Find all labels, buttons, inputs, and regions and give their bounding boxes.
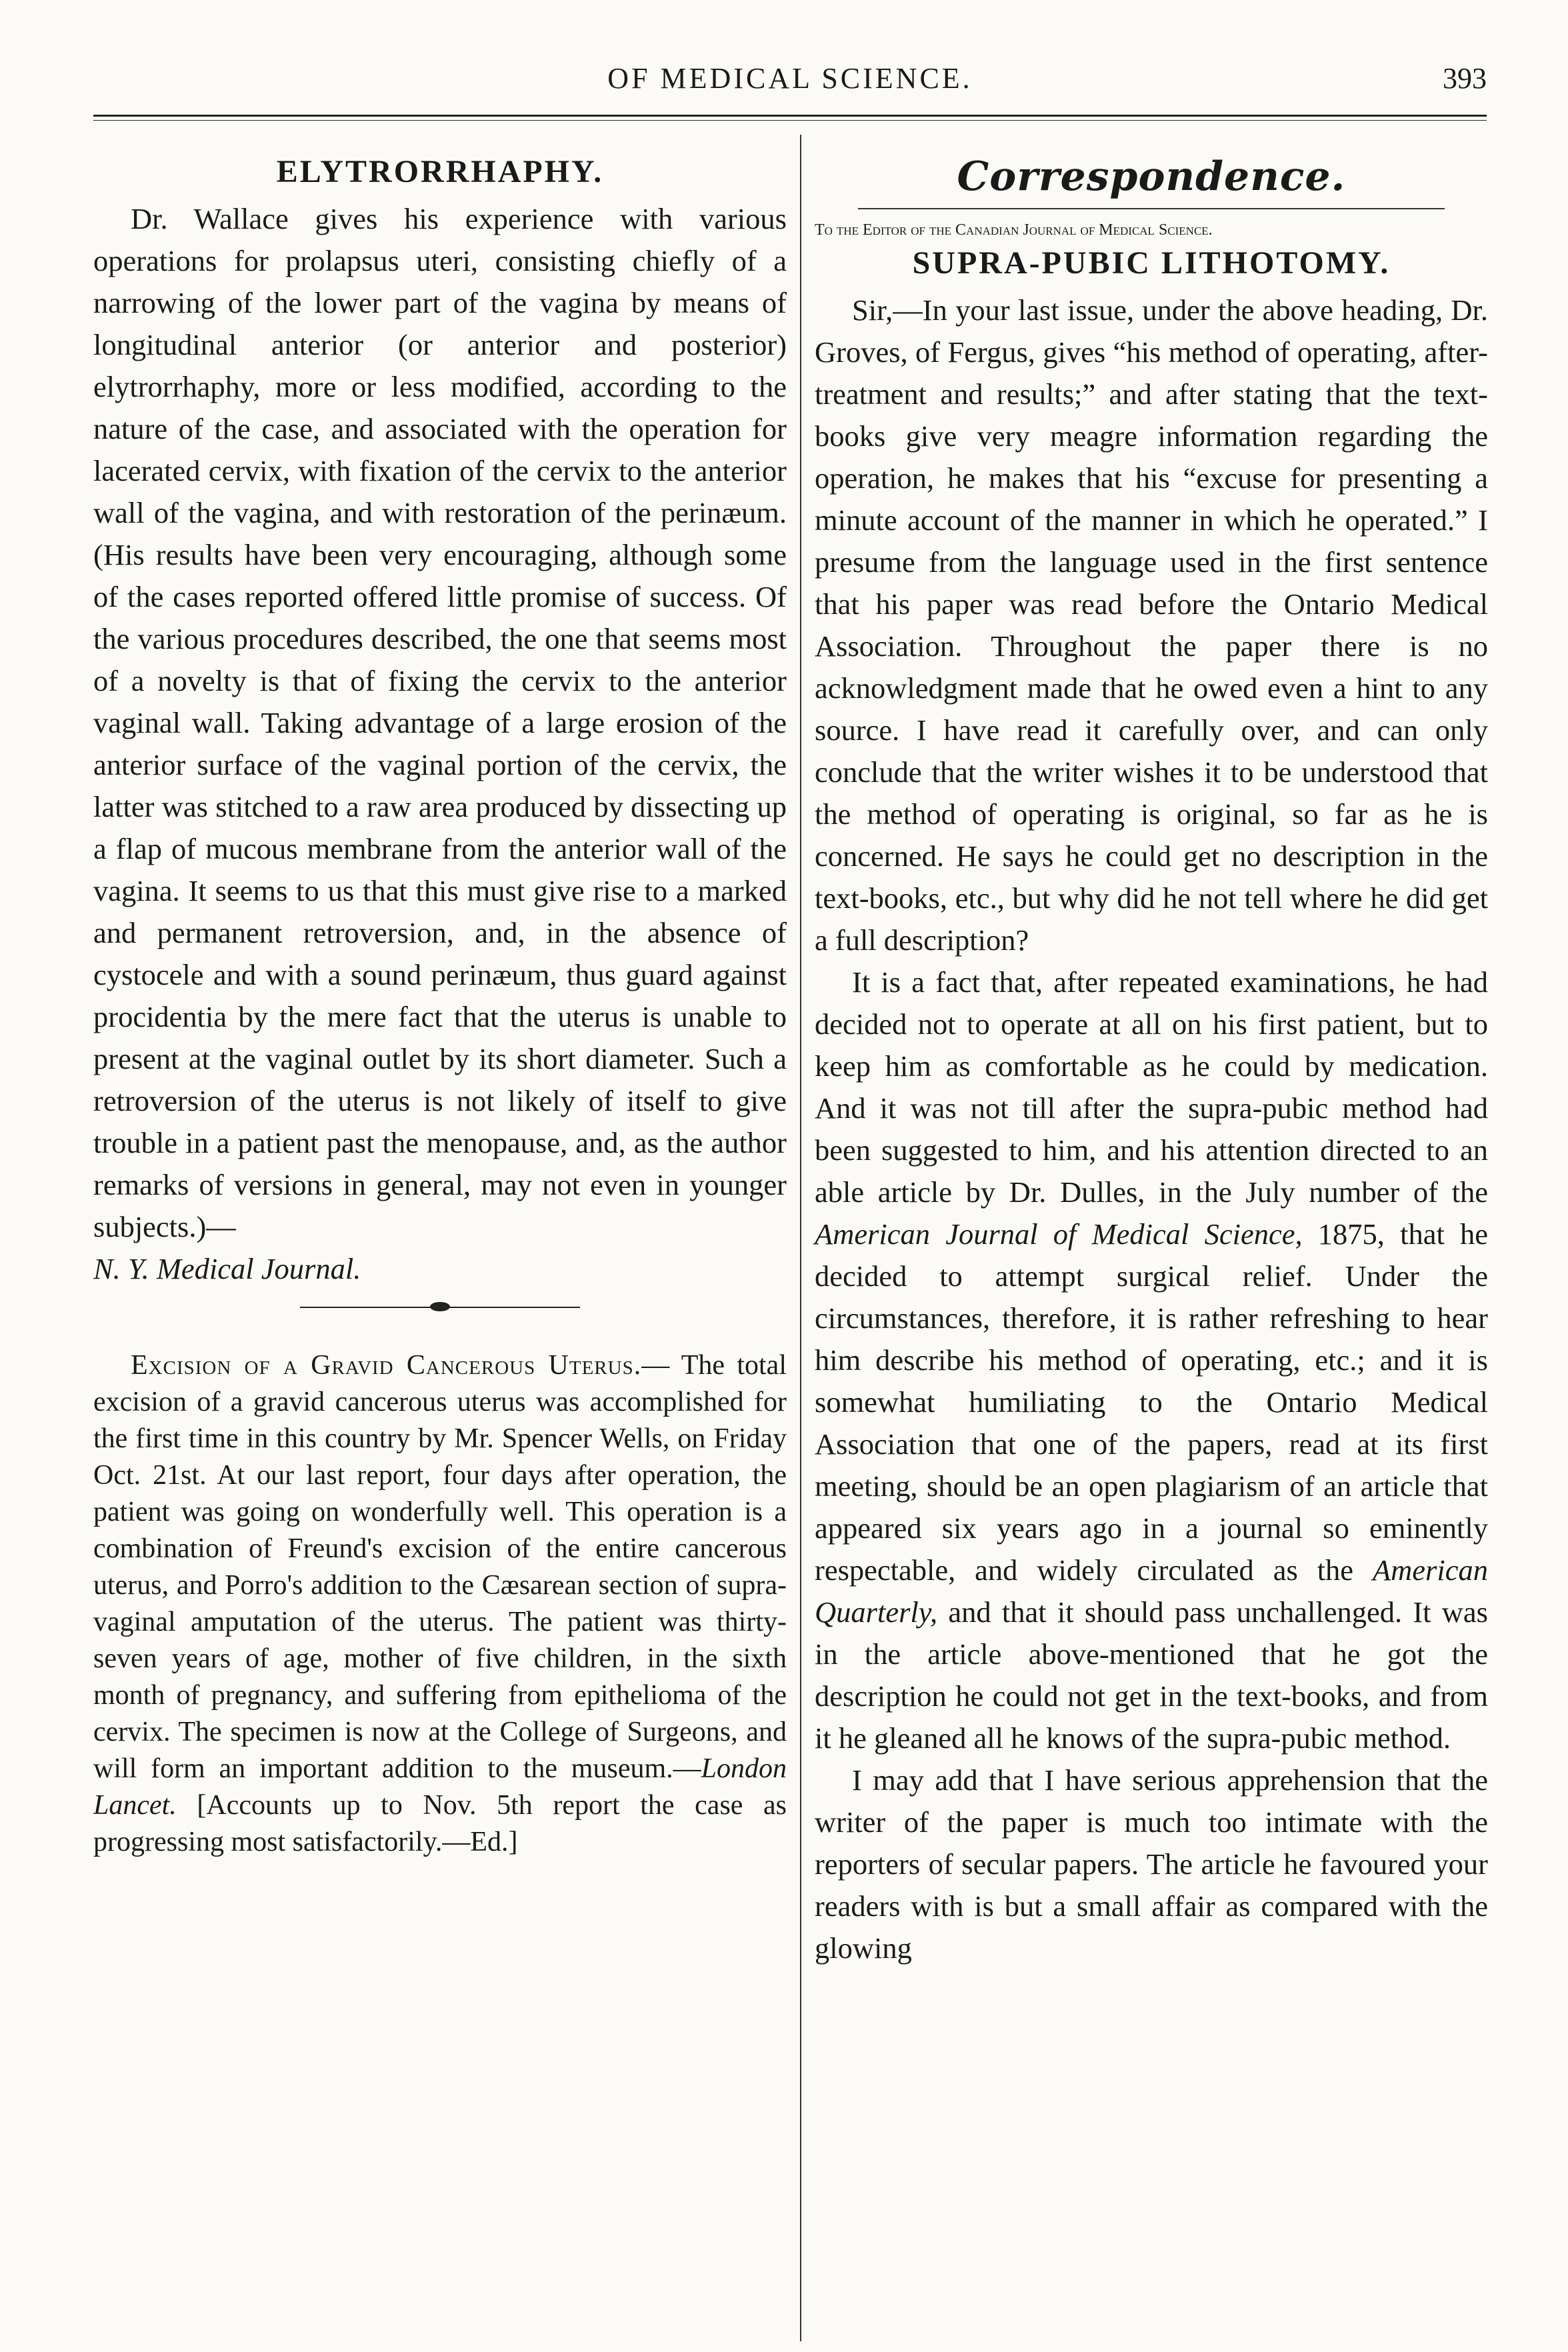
excision-body: — The total excision of a gravid cancerous uterus was accomplished for the first time in this country by Mr. Spencer Wells, on Friday Oct. 21st. At our last report, four days after operation, the patient was going on wonderfully well. This operation is a combination of Freund's excision of the entire cancerous uterus, and Porro's addition to the Cæsarean section of supra-vaginal amputation of the uterus. The patient was thirty-seven years of age, mother of five children, in the sixth month of pregnancy, and suffering from epithelioma of the cervix. The specimen is now at the College of Surgeons, and will form an important addition to the museum.— (93, 1350, 787, 1784)
header-rule-thin (93, 120, 1487, 121)
running-head (93, 61, 1487, 108)
excision-article (93, 1347, 787, 1861)
correspondence-rule (858, 208, 1445, 209)
page-number: 393 (1443, 62, 1487, 95)
elytrorrhaphy-heading: ELYTRORRHAPHY. (276, 154, 604, 189)
editor-address: To the Editor of the Canadian Journal of Medical Science. (815, 221, 1213, 239)
lithotomy-heading: SUPRA-PUBIC LITHOTOMY. (912, 245, 1391, 281)
elytrorrhaphy-body: Dr. Wallace gives his experience with various operations for prolapsus uteri, consisting chiefly of a narrowing of the lower part of the vagina by means of longitudinal anterior (or anterior and posterior) elytrorrhaphy, more or less modified, according to the nature of the case, and associated with the operation for lacerated cervix, with fixation of the cervix to the anterior wall of the vagina, and with restoration of the perinæum. (His results have been very encouraging, although some of the cases reported offered little promise of success. Of the various procedures described, the one that seems most of a novelty is that of fixing the cervix to the anterior vaginal wall. Taking advantage of a large erosion of the anterior surface of the vaginal portion of the cervix, the latter was stitched to a raw area produced by dissecting up a flap of mucous membrane from the anterior wall of the vagina. It seems to us that this must give rise to a marked and permanent retroversion, and, in the absence of cystocele and with a sound perinæum, thus guard against procidentia by the mere fact that the uterus is unable to present at the vaginal outlet by its short diameter. Such a retroversion of the uterus is not likely of itself to give trouble in a patient past the menopause, and, as the author remarks of versions in general, may not even in younger subjects.)— (93, 202, 787, 1243)
letter-paragraph-3: I may add that I have serious apprehension that the writer of the paper is much too intimate with the reporters of secular papers. The article he favoured your readers with is but a small affair as compared with the glowing (815, 1763, 1488, 1965)
column-divider (800, 135, 801, 2341)
left-column (93, 153, 787, 1861)
article-separator (300, 1302, 580, 1313)
running-title: OF MEDICAL SCIENCE. (607, 62, 973, 95)
quarterly-ref: American Quarterly, (815, 1553, 1488, 1629)
letter-p2-part-b: 1875, that he decided to attempt surgical relief. Under the circumstances, therefore, it is rather refreshing to hear him describe his method of operating, etc.; and it is somewhat humiliating to the Ontario Medical Association that one of the papers, read at its first meeting, should be an open plagiarism of an article that appeared six years ago in a journal so eminently respectable, and widely circulated as the (815, 1217, 1489, 1587)
excision-heading: Excision of a Gravid Cancerous Uterus. (131, 1350, 642, 1381)
letter-paragraph-2 (815, 961, 1488, 1759)
right-column (815, 153, 1488, 1969)
elytrorrhaphy-source: N. Y. Medical Journal. (93, 1252, 361, 1285)
letter-p2-part-c: and that it should pass unchallenged. It was in the article above-mentioned that he got the description he could not get in the text-books, and from it he gleaned all he knows of the supra-pubic method. (815, 1595, 1488, 1755)
excision-source: London Lancet. (93, 1753, 787, 1821)
excision-note: [Accounts up to Nov. 5th report the case as progressing most satisfactorily.—Ed.] (93, 1790, 787, 1857)
header-rule (93, 115, 1487, 117)
correspondence-title: Correspondence. (957, 153, 1346, 200)
letter-paragraph-1: Sir,—In your last issue, under the above heading, Dr. Groves, of Fergus, gives “his method of operating, after-treatment and results;” and after stating that the text-books give very meagre information regarding the operation, he makes that his “excuse for presenting a minute account of the manner in which he operated.” I presume from the language used in the first sentence that his paper was read before the Ontario Medical Association. Throughout the paper there is no acknowledgment made that he owed even a hint to any source. I have read it carefully over, and can only conclude that the writer wishes it to be understood that the method of operating is original, so far as he is concerned. He says he could get no description in the text-books, etc., but why did he not tell where he did get a full description? (815, 293, 1488, 957)
elytrorrhaphy-article (93, 198, 787, 1290)
letter-p2-part-a: It is a fact that, after repeated examinations, he had decided not to operate at all on his first patient, but to keep him as comfortable as he could by medication. And it was not till after the supra-pubic method had been suggested to him, and his attention directed to an able article by Dr. Dulles, in the July number of the (815, 965, 1488, 1209)
journal-title-ref: American Journal of Medical Science, (815, 1217, 1303, 1251)
